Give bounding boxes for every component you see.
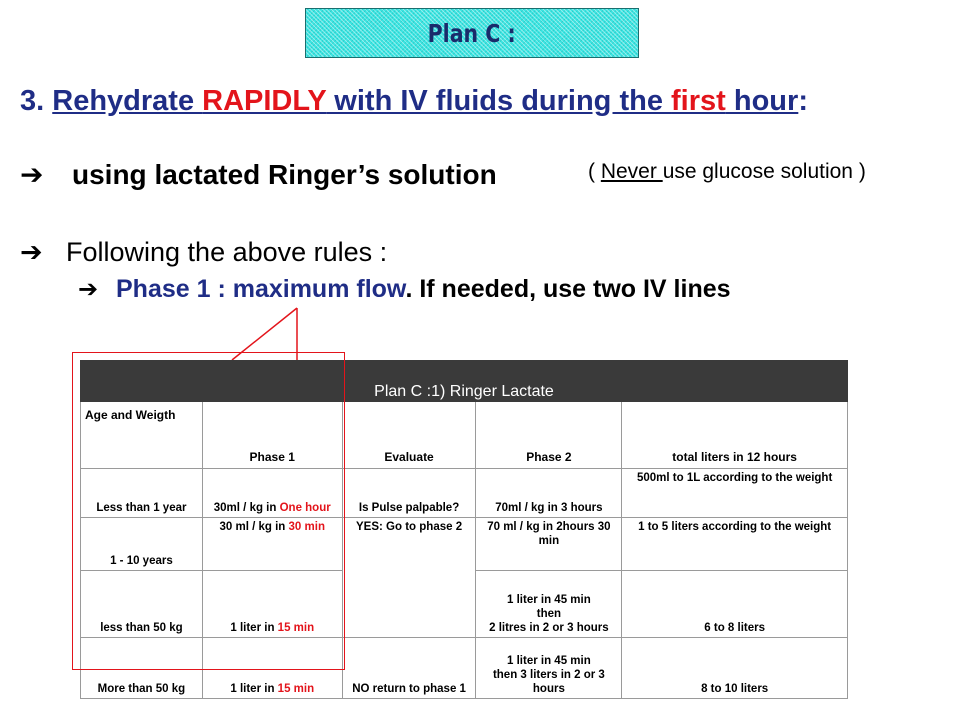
col-phase1: Phase 1 xyxy=(202,402,342,469)
rules-text: Following the above rules : xyxy=(66,237,388,267)
heading-part1: Rehydrate xyxy=(52,85,203,117)
table-header-row xyxy=(81,402,848,469)
cell-phase1 xyxy=(202,469,342,518)
arrow-right-icon: ➔ xyxy=(20,159,44,190)
ringer-line xyxy=(20,158,497,191)
phase1-amount: 30ml / kg in xyxy=(213,502,280,514)
heading-number: 3. xyxy=(20,85,45,117)
phase1-amount: 30 ml / kg in xyxy=(219,521,289,533)
phase2-line3: 2 litres in 2 or 3 hours xyxy=(489,622,609,634)
heading-rapidly: RAPIDLY xyxy=(202,85,327,117)
glucose-note xyxy=(588,160,866,184)
phase2-line1: 1 liter in 45 min xyxy=(507,594,591,606)
phase2-line2: then xyxy=(536,608,562,620)
plan-title: Plan C : xyxy=(428,18,516,48)
cell-age: 1 - 10 years xyxy=(81,518,203,571)
heading-colon: : xyxy=(798,85,808,117)
phase1-time: 15 min xyxy=(277,683,315,695)
cell-evaluate: NO return to phase 1 xyxy=(342,638,476,699)
cell-total: 500ml to 1L according to the weight xyxy=(622,469,848,518)
cell-phase2: 70ml / kg in 3 hours xyxy=(476,469,622,518)
note-rest: use glucose solution ) xyxy=(662,160,866,183)
cell-phase1 xyxy=(202,518,342,571)
heading-part3: hour xyxy=(725,85,799,117)
cell-phase1 xyxy=(202,638,342,699)
table-row xyxy=(81,469,848,518)
cell-total: 6 to 8 liters xyxy=(622,571,848,638)
arrow-right-icon: ➔ xyxy=(78,276,99,303)
cell-evaluate: YES: Go to phase 2 xyxy=(342,518,476,638)
phase1-line xyxy=(78,275,731,304)
cell-phase2 xyxy=(476,571,622,638)
cell-total: 1 to 5 liters according to the weight xyxy=(622,518,848,571)
cell-age: More than 50 kg xyxy=(81,638,203,699)
note-never: Never xyxy=(600,160,663,183)
phase2-line2: then 3 liters in 2 or 3 hours xyxy=(492,669,605,695)
phase1-amount: 1 liter in xyxy=(230,622,278,634)
plan-title-box xyxy=(305,8,639,58)
heading-text xyxy=(52,85,798,117)
heading-part2: with IV fluids during the xyxy=(326,85,672,117)
phase1-time: 15 min xyxy=(277,622,315,634)
col-age: Age and Weigth xyxy=(81,402,203,469)
cell-age: less than 50 kg xyxy=(81,571,203,638)
cell-total: 8 to 10 liters xyxy=(622,638,848,699)
phase1-flow: Phase 1 : maximum flow xyxy=(116,275,406,303)
col-total: total liters in 12 hours xyxy=(622,402,848,469)
phase1-amount: 1 liter in xyxy=(230,683,278,695)
arrow-right-icon: ➔ xyxy=(20,237,43,267)
col-evaluate: Evaluate xyxy=(342,402,476,469)
ringer-text: using lactated Ringer’s solution xyxy=(72,159,497,190)
step-heading xyxy=(20,82,950,120)
phase1-time: 30 min xyxy=(288,521,325,533)
rules-line xyxy=(20,237,387,268)
cell-evaluate: Is Pulse palpable? xyxy=(342,469,476,518)
table-caption: Plan C :1) Ringer Lactate xyxy=(81,361,848,402)
phase1-time: One hour xyxy=(279,502,331,514)
phase1-ivlines: . If needed, use two IV lines xyxy=(405,275,731,303)
table-row xyxy=(81,638,848,699)
plan-c-table xyxy=(80,360,848,699)
cell-phase1 xyxy=(202,571,342,638)
note-open: ( xyxy=(588,160,601,183)
cell-phase2: 70 ml / kg in 2hours 30 min xyxy=(476,518,622,571)
heading-first: first xyxy=(671,85,726,117)
cell-phase2 xyxy=(476,638,622,699)
table-row xyxy=(81,518,848,571)
col-phase2: Phase 2 xyxy=(476,402,622,469)
cell-age: Less than 1 year xyxy=(81,469,203,518)
phase2-line1: 1 liter in 45 min xyxy=(507,655,591,667)
